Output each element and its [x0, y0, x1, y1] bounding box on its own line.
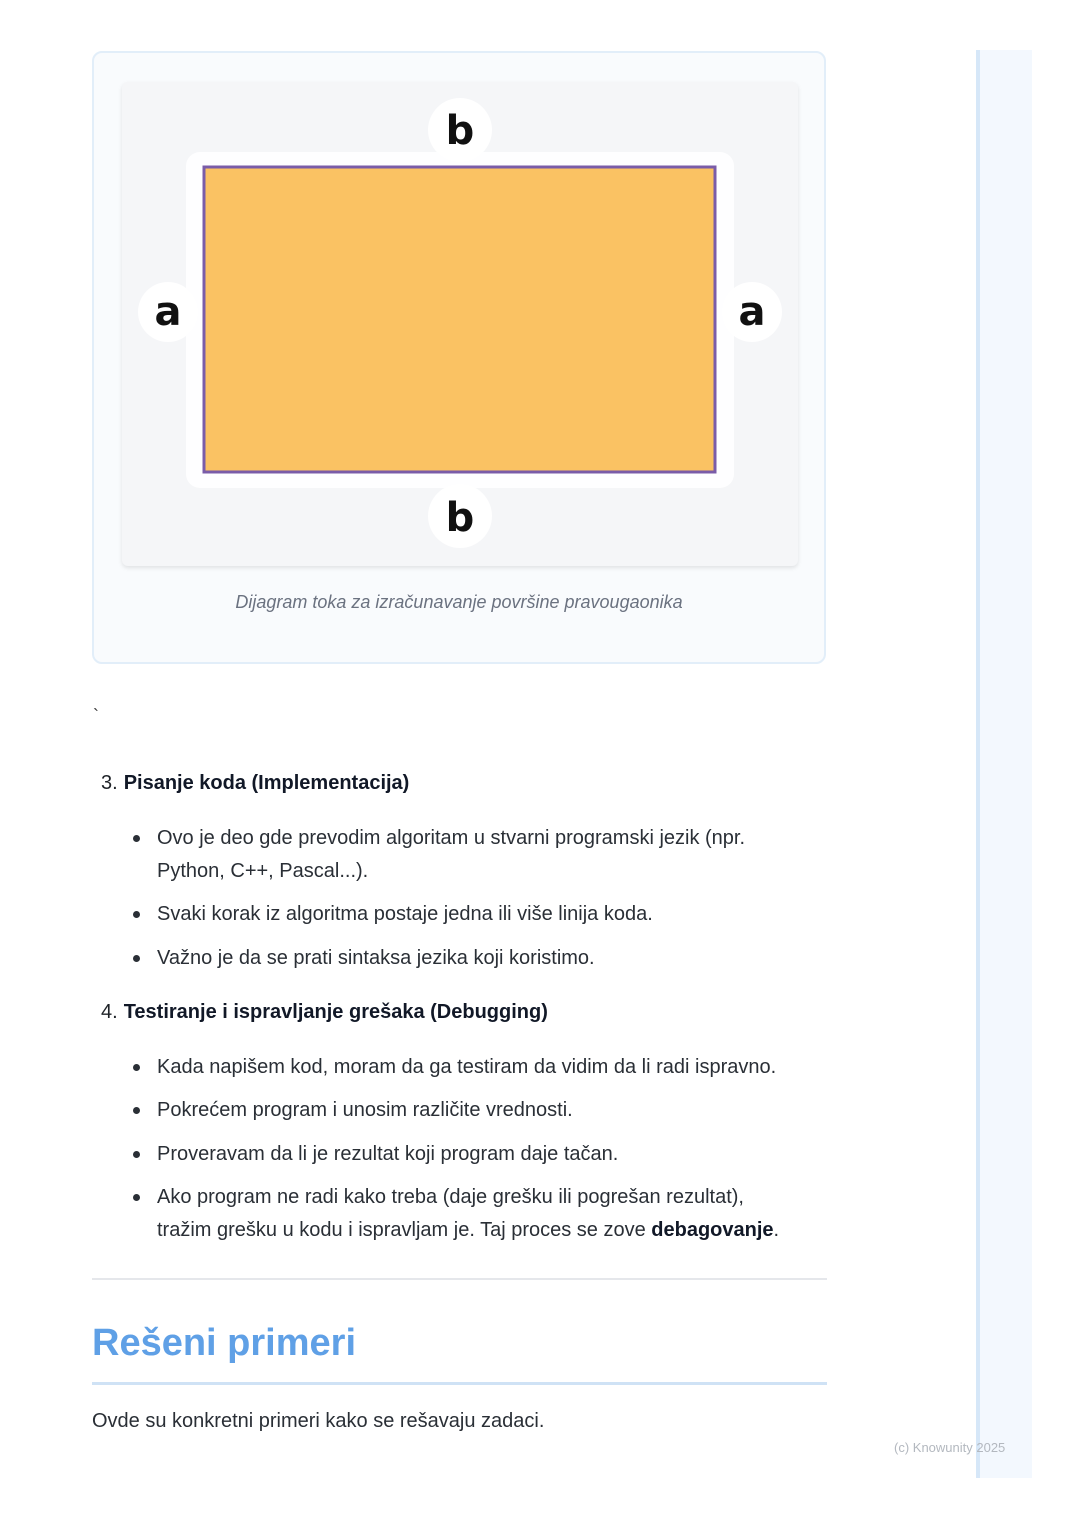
list-item-text: tražim grešku u kodu i ispravljam je. Taj proces se zove	[157, 1219, 652, 1241]
section-title: Rešeni primeri	[92, 1322, 356, 1364]
step-title: Testiranje i ispravljanje grešaka (Debugging)	[123, 1001, 548, 1023]
list-item	[157, 942, 817, 975]
list-item-text: Proveravam da li je rezultat koji program daje tačan.	[157, 1143, 619, 1165]
list-item	[157, 1051, 817, 1084]
section-divider	[92, 1278, 827, 1280]
label-bottom-b: b	[445, 495, 475, 541]
section-intro: Ovde su konkretni primeri kako se rešavaju zadaci.	[92, 1410, 545, 1432]
step-3-heading	[101, 772, 409, 795]
step-title: Pisanje koda (Implementacija)	[123, 772, 410, 794]
copyright-footer: (c) Knowunity 2025	[894, 1440, 1006, 1455]
bold-term: debagovanje	[651, 1219, 774, 1241]
label-right-a: a	[738, 289, 766, 335]
rectangle-shape	[204, 167, 715, 472]
list-item-text: Pokrećem program i unosim različite vrednosti.	[157, 1099, 573, 1121]
step-number: 3.	[101, 772, 118, 794]
list-item	[157, 822, 817, 888]
list-item	[157, 1181, 817, 1247]
list-item-text: .	[773, 1219, 780, 1241]
step-4-heading	[101, 1001, 548, 1024]
list-item-text: Svaki korak iz algoritma postaje jedna ili više linija koda.	[157, 903, 653, 925]
section-title-underline	[92, 1382, 827, 1385]
list-item-text: Kada napišem kod, moram da ga testiram da vidim da li radi ispravno.	[157, 1056, 777, 1078]
figure-card	[92, 51, 826, 664]
figure-caption: Dijagram toka za izračunavanje površine pravougaonika	[235, 592, 683, 612]
stray-backtick: `	[93, 706, 99, 726]
list-item-text: Ovo je deo gde prevodim algoritam u stvarni programski jezik (npr.	[157, 827, 746, 849]
label-top-b: b	[445, 108, 475, 154]
list-item	[157, 1094, 817, 1127]
list-item-text: Python, C++, Pascal...).	[157, 860, 369, 882]
list-item	[157, 898, 817, 931]
label-left-a: a	[154, 289, 182, 335]
list-item-text: Važno je da se prati sintaksa jezika koji koristimo.	[157, 947, 595, 969]
step-number: 4.	[101, 1001, 118, 1023]
list-item-text: Ako program ne radi kako treba (daje grešku ili pogrešan rezultat),	[157, 1186, 744, 1208]
list-item	[157, 1138, 817, 1171]
rectangle-diagram	[122, 82, 798, 566]
rectangle-diagram-svg	[122, 82, 798, 566]
sidebar-strip	[976, 50, 1032, 1478]
